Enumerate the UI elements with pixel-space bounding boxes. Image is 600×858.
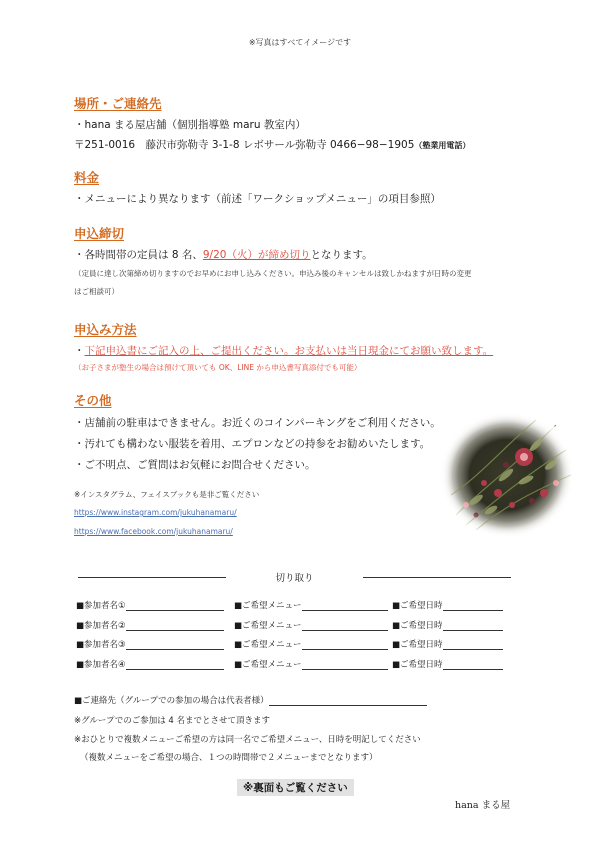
multi-menu-note: ※おひとりで複数メニューご希望の方は同一名でご希望メニュー、日時を明記してください: [74, 735, 421, 745]
menu-label: ■ご希望メニュー: [234, 601, 302, 611]
other-parking: ・店舗前の駐車はできません。お近くのコインパーキングをご利用ください。: [74, 417, 441, 429]
menu-label: ■ご希望メニュー: [234, 660, 302, 670]
section-title-other: その他: [74, 393, 112, 408]
datetime-label: ■ご希望日時: [392, 640, 443, 650]
back-page-notice: ※裏面もご覧ください: [237, 779, 354, 796]
datetime-field[interactable]: [392, 658, 503, 670]
sns-note: ※インスタグラム、フェイスブックも是非ご覧ください: [74, 490, 260, 499]
other-clothing: ・汚れても構わない服装を着用、エプロンなどの持参をお勧めいたします。: [74, 438, 431, 450]
cut-line-left: [78, 577, 226, 578]
cut-label: 切り取り: [275, 573, 314, 584]
participant-field[interactable]: [76, 599, 224, 611]
deadline-note-1: （定員に達し次第締め切りますのでお早めにお申し込みください。申込み後のキャンセルは致しかねますが日時の変更: [74, 269, 472, 278]
section-fee: [74, 168, 544, 206]
section-place: [74, 94, 544, 152]
cut-line-right: [363, 577, 511, 578]
deadline-note-2: はご相談可）: [74, 287, 119, 296]
participant-field[interactable]: [76, 658, 224, 670]
participant-label: ■参加者名③: [76, 640, 126, 650]
apply-highlight: 下記申込書にご記入の上、ご提出ください。お支払いは当日現金にてお願い致します。: [84, 345, 494, 357]
apply-note: （お子さまが塾生の場合は預けて頂いても OK、LINE から申込書写真添付でも可能）: [74, 363, 362, 372]
apply-bullet: ・: [74, 345, 85, 357]
contact-field[interactable]: [74, 694, 427, 706]
menu-label: ■ご希望メニュー: [234, 640, 302, 650]
form-row: [76, 619, 526, 633]
facebook-link[interactable]: https://www.facebook.com/jukuhanamaru/: [74, 527, 233, 536]
menu-field[interactable]: [234, 599, 388, 611]
apply-text: [74, 345, 544, 358]
tel-note: （塾業用電話）: [414, 141, 471, 150]
fee-text: ・メニューにより異なります（前述「ワークショップメニュー」の項目参照）: [74, 193, 441, 205]
section-deadline: [74, 224, 544, 299]
participant-label: ■参加者名①: [76, 601, 126, 611]
image-notice: ※写真はすべてイメージです: [248, 38, 352, 47]
contact-label: ■ご連絡先（グループでの参加の場合は代表者様）: [74, 696, 269, 706]
other-contact: ・ご不明点、ご質問はお気軽にお問合せください。: [74, 459, 316, 471]
multi-menu-limit-note: （複数メニューをご希望の場合、１つの時間帯で２メニューまでとなります）: [80, 753, 378, 763]
group-note: ※グループでのご参加は 4 名までとさせて頂きます: [74, 716, 271, 726]
menu-label: ■ご希望メニュー: [234, 621, 302, 631]
flower-arrangement-photo: [436, 405, 578, 545]
datetime-label: ■ご希望日時: [392, 660, 443, 670]
menu-field[interactable]: [234, 619, 388, 631]
datetime-field[interactable]: [392, 638, 503, 650]
place-store: ・hana まる屋店舗（個別指導塾 maru 教室内）: [74, 119, 306, 131]
menu-field[interactable]: [234, 638, 388, 650]
menu-field[interactable]: [234, 658, 388, 670]
datetime-field[interactable]: [392, 619, 503, 631]
participant-field[interactable]: [76, 619, 224, 631]
section-apply: [74, 320, 544, 373]
section-title-fee: 料金: [74, 170, 100, 185]
datetime-label: ■ご希望日時: [392, 601, 443, 611]
deadline-date: 9/20（火）が締め切り: [202, 249, 311, 261]
section-title-deadline: 申込締切: [74, 226, 125, 241]
instagram-link[interactable]: https://www.instagram.com/jukuhanamaru/: [74, 508, 237, 517]
form-row: [76, 638, 526, 652]
form-row: [76, 599, 526, 613]
deadline-text: [74, 249, 544, 262]
deadline-prefix: ・各時間帯の定員は 8 名、: [74, 249, 203, 261]
form-row: [76, 658, 526, 672]
place-address: [74, 139, 544, 152]
address-text: 〒251-0016 藤沢市弥勒寺 3-1-8 レボサール弥勒寺 0466−98−1905: [74, 139, 415, 151]
section-title-apply: 申込み方法: [74, 322, 137, 337]
participant-label: ■参加者名④: [76, 660, 126, 670]
datetime-field[interactable]: [392, 599, 503, 611]
deadline-suffix: となります。: [310, 249, 373, 261]
participant-label: ■参加者名②: [76, 621, 126, 631]
datetime-label: ■ご希望日時: [392, 621, 443, 631]
section-title-place: 場所・ご連絡先: [74, 96, 162, 111]
participant-field[interactable]: [76, 638, 224, 650]
shop-signature: hana まる屋: [455, 800, 511, 811]
